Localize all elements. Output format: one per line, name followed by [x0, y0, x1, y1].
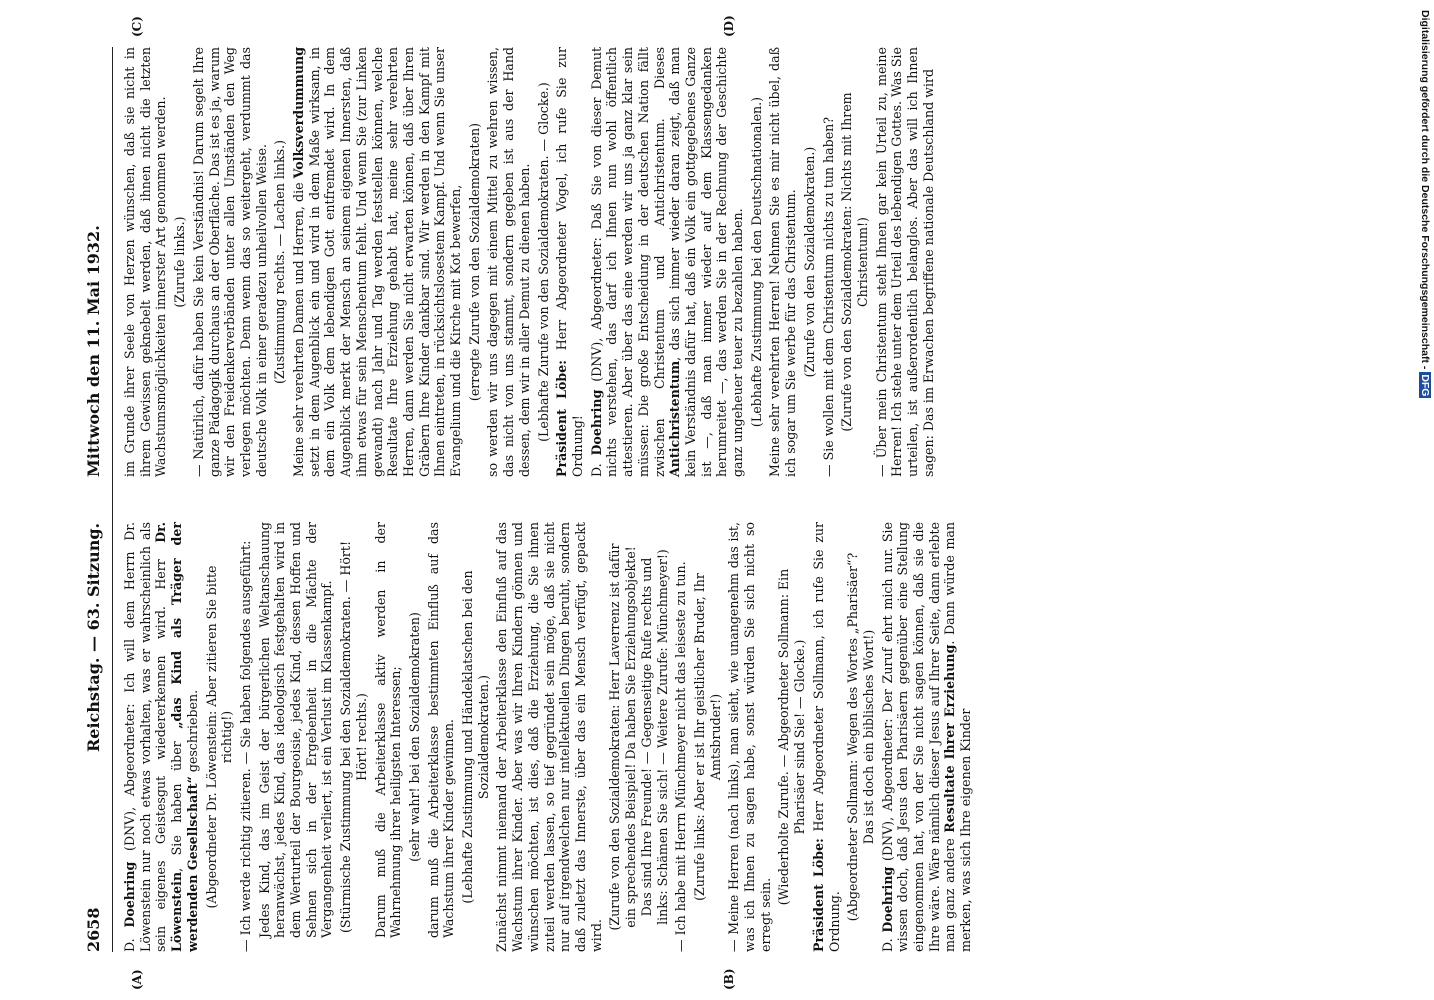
left_column-paragraph: darum muß die Arbeiterklasse bestimmten Einfluß auf das Wachstum ihrer Kinder gewinnen.: [425, 522, 457, 938]
left_column-paragraph: (Stürmische Zustimmung bei den Sozialdemokraten. — Hört! Hört! rechts.): [338, 540, 369, 934]
header-rule: [112, 47, 113, 952]
right_column-paragraph: (Zustimmung rechts. — Lachen links.): [272, 139, 288, 385]
header-center: Reichstag. — 63. Sitzung.: [84, 522, 103, 752]
right_column-paragraph: so werden wir uns dagegen mit einem Mittel zu wehren wissen, das nicht von uns stammt, sondern gegeben ist aus der Hand dessen, dem wir in aller Demut zu dienen haben.: [485, 47, 532, 477]
dfg-credit: [1419, 10, 1431, 398]
margin-mark-a: (A): [130, 969, 144, 990]
right_column-paragraph: — Sie wollen mit dem Christentum nichts zu tun haben?: [820, 116, 836, 477]
right_column-paragraph: Meine sehr verehrten Damen und Herren, die Volksverdummung setzt in dem Augenblick ein und wird in dem Maße wirksam, in dem ein Volk dem lebendigen Gott entfremdet wird. In dem Augenblick merkt der Mensch an seinem eigenen Innersten, daß ihm etwas für sein Menschentum fehlt. Und wenn Sie (zur Linken gewandt) nach Jahr und Tag werden feststellen können, welche Resultate Ihre Erziehung gehabt hat, meine sehr verehrten Herren, dann werden Sie nicht erwarten können, daß über Ihren Gräbern Ihre Kinder dankbar sind. Wir werden in den Kampf mit Ihnen eintreten, in rücksichtslosestem Kampf. Und wenn Sie unser Evangelium und die Kirche mit Kot bewerfen,: [291, 47, 464, 477]
left_column-paragraph: D. Doehring (DNV), Abgeordneter: Der Zuruf ehrt mich nur. Sie wissen doch, daß Jesus den Pharisäern gegenüber eine Stellung eingenommen hat, von der Sie nicht sagen können, daß sie die Ihre wäre. Wäre nämlich dieser Jesus auf Ihrer Seite, dann erlebte man ganz andere Resultate Ihrer Erziehung. Dann würde man merken, was sich Ihre eigenen Kinder: [879, 521, 974, 952]
left_column-paragraph: (Abgeordneter Sollmann: Wegen des Wortes „Pharisäer“? Das ist doch ein biblisches Wort!): [845, 552, 876, 922]
left_column-paragraph: Darum muß die Arbeiterklasse aktiv werden in der Wahrnehmung ihrer heiligsten Interessen;: [372, 522, 404, 938]
right_column-paragraph: (Zurufe links.): [172, 216, 188, 308]
right_column-paragraph: im Grunde ihrer Seele von Herzen wünschen, daß sie nicht in ihrem Gewissen geknebelt werden, daß ihnen nicht die letzten Wachstumsmöglichkeiten innerster Art genommen werden.: [122, 47, 169, 477]
left_column-paragraph: Präsident Löbe: Herr Abgeordneter Sollmann, ich rufe Sie zur Ordnung.: [810, 522, 842, 952]
header-date: Mittwoch den 11. Mai 1932.: [84, 225, 103, 477]
right_column-paragraph: Präsident Löbe: Herr Abgeordneter Vogel, ich rufe Sie zur Ordnung!: [554, 47, 585, 477]
dfg-logo: DFG: [1419, 374, 1431, 397]
right_column-paragraph: Meine sehr verehrten Herren! Nehmen Sie es mir nicht übel, daß ich sogar um Sie werbe für das Christentum.: [767, 47, 799, 477]
left_column-paragraph: (sehr wahr! bei den Sozialdemokraten): [406, 612, 422, 862]
left_column-paragraph: — Ich werde richtig zitieren. — Sie haben folgendes ausgeführt:: [237, 540, 253, 952]
left_column-paragraph: Jedes Kind, das im Geist der bürgerlichen Weltanschauung heranwächst, jedes Kind, das ideologisch festgehalten wird in dem Werturteil der Bourgeoisie, jedes Kind, dessen Hoffen und Sehnen sich in der Ergebenheit in die Mächte der Vergangenheit verliert, ist ein Verlust im Klassenkampf.: [256, 522, 335, 938]
right_column-paragraph: D. Doehring (DNV), Abgeordneter: Daß Sie von dieser Demut nichts verstehen, das darf ich Ihnen nun wohl öffentlich attestieren. Aber über das eine werden wir uns ja ganz klar sein müssen: Die große Entscheidung in der deutschen Nation fällt zwischen Christentum und Antichristentum. Dieses Antichristentum, das sich immer wieder daran zeigt, daß man kein Verständnis dafür hat, daß ein Volk ein gottgegebenes Ganze ist —, daß man immer wieder auf dem Klassengedanken herumreitet —, das werden Sie in der Rechnung der Geschichte ganz ungeheuer teuer zu bezahlen haben.: [588, 46, 746, 477]
right_column-paragraph: (Zurufe von den Sozialdemokraten: Nichts mit Ihrem Christentum!): [839, 92, 870, 432]
right_column-paragraph: (Lebhafte Zustimmung bei den Deutschnationalen.): [748, 96, 764, 428]
page-number: 2658: [84, 907, 103, 952]
rotated-page: [82, 15, 1367, 990]
left_column-paragraph: (Lebhafte Zustimmung und Händeklatschen bei den Sozialdemokraten.): [460, 570, 491, 904]
left_column-paragraph: Zunächst nimmt niemand der Arbeiterklasse den Einfluß auf das Wachstum ihrer Kinder. Aber was wir Ihren Kindern gönnen und wünschen möchten, ist dies, daß die Erziehung, die Sie ihnen zuteil werden lassen, so tief gegründet sein möge, daß sie nicht nur auf irgendwelchen nur intellektuellen Dingen beruht, sondern daß zuletzt das Innerste, über das ein Mensch verfügt, gepackt wird.: [494, 522, 604, 952]
margin-mark-d: (D): [722, 15, 736, 37]
right_column-paragraph: (erregte Zurufe von den Sozialdemokraten): [466, 122, 482, 402]
left_column-paragraph: — Ich habe mit Herrn Münchmeyer nicht das leiseste zu tun.: [673, 561, 689, 952]
right_column-paragraph: (Zurufe von den Sozialdemokraten.): [801, 146, 817, 378]
left_column-paragraph: (Abgeordneter Dr. Löwenstein: Aber zitieren Sie bitte richtig!): [203, 565, 235, 909]
left-column: [122, 522, 977, 952]
dfg-credit-text: Digitalisierung gefördert durch die Deutsche Forschungsgemeinschaft -: [1419, 10, 1431, 370]
left_column-paragraph: (Wiederholte Zurufe. — Abgeordneter Sollmann: Ein Pharisäer sind Sie! — Glocke.): [776, 568, 808, 906]
margin-mark-b: (B): [722, 968, 736, 990]
left_column-paragraph: D. Doehring (DNV), Abgeordneter: Ich will dem Herrn Dr. Löwenstein nur noch etwas vorhalten, was er wahrscheinlich als sein eigenes Geistesgut wiedererkennen wird. Herr Dr. Löwenstein, Sie haben über „das Kind als Träger der werdenden Gesellschaft“ geschrieben.: [122, 522, 200, 952]
right_column-paragraph: — Natürlich, dafür haben Sie kein Verständnis! Darum segelt Ihre ganze Pädagogik durchaus an der Oberfläche. Das ist es ja, warum wir den Freidenkerverbänden unter allen Umständen den Weg verlegen möchten. Denn wenn das so weitergeht, verdummt das deutsche Volk in einer geradezu unheilvollen Weise.: [190, 47, 269, 477]
margin-mark-c: (C): [130, 16, 144, 37]
left_column-paragraph: — Meine Herren (nach links), man sieht, wie unangenehm das ist, was ich Ihnen zu sagen habe, sonst würden Sie sich nicht so erregt sein.: [726, 522, 773, 952]
left_column-paragraph: (Zurufe links: Aber er ist Ihr geistlicher Bruder, Ihr Amtsbruder!): [691, 573, 723, 901]
right_column-paragraph: (Lebhafte Zurufe von den Sozialdemokraten. — Glocke.): [535, 82, 551, 442]
left_column-paragraph: (Zurufe von den Sozialdemokraten: Herr Laverrenz ist dafür ein sprechendes Beispiel! Da haben Sie Erziehungsobjekte! Das sind Ihre Freunde! — Gegenseitige Rufe rechts und links: Schämen Sie sich! — Weitere Zurufe: Münchmeyer!): [607, 543, 670, 931]
dfg-sidebar: [1416, 10, 1434, 990]
right-column: [122, 47, 939, 477]
right_column-paragraph: — Über mein Christentum steht Ihnen gar kein Urteil zu, meine Herren! Ich stehe unter dem Urteil des lebendigen Gottes. Was Sie urteilen, ist außerordentlich belanglos. Aber das will ich Ihnen sagen: Das im Erwachen begriffene nationale Deutschland wird: [873, 47, 936, 477]
page-header: [82, 47, 112, 952]
